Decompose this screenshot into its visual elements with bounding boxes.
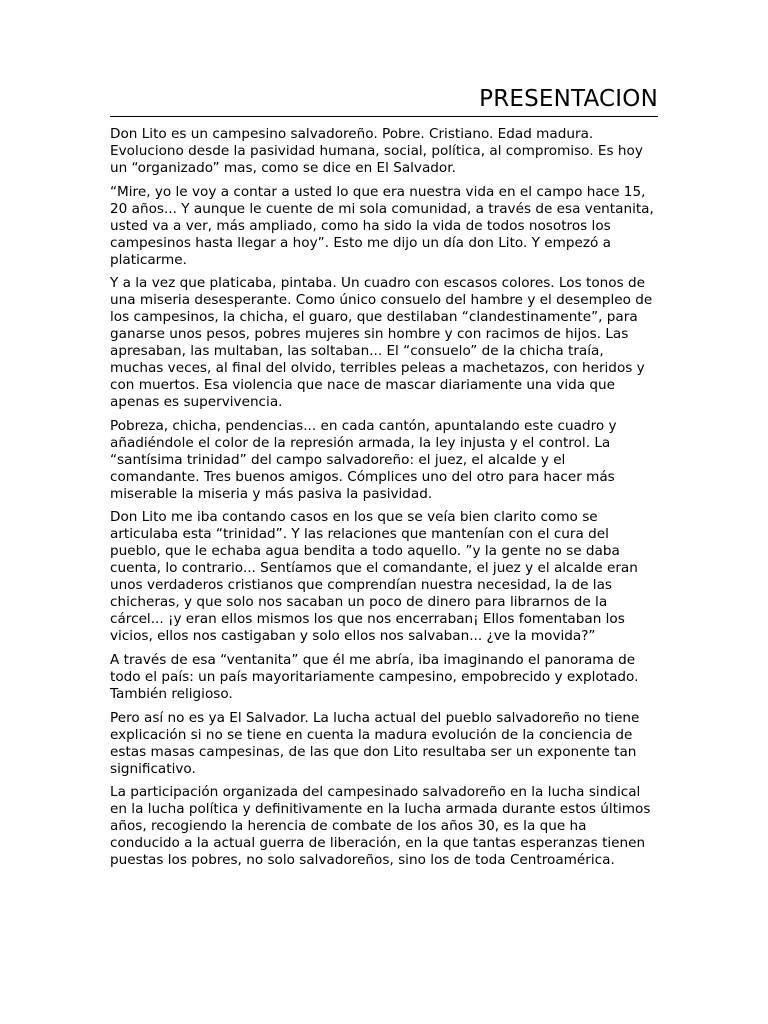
paragraph-7: Pero así no es ya El Salvador. La lucha actual del pueblo salvadoreño no tiene explicación si no se tiene en cuenta la madura evolución de la conciencia de estas masas campesinas, de las que don Lito resultaba ser un exponente tan significativo. [110, 709, 640, 777]
paragraph-8: La participación organizada del campesinado salvadoreño en la lucha sindical en la lucha política y definitivamente en la lucha armada durante estos últimos años, recogiendo la herencia de combate de los años 30, es la que ha conducido a la actual guerra de liberación, en la que tantas esperanzas tienen puestas los pobres, no solo salvadoreños, sino los de toda Centroamérica. [110, 784, 651, 869]
page-title: PRESENTACION [479, 86, 658, 112]
paragraph-4: Pobreza, chicha, pendencias... en cada cantón, apuntalando este cuadro y añadiéndole el color de la represión armada, la ley injusta y el control. La “santísima trinidad” del campo salvadoreño: el juez, el alcalde y el comandante. Tres buenos amigos. Cómplices uno del otro para hacer más miserable la miseria y más pasiva la pasividad. [110, 417, 617, 502]
paragraph-5: Don Lito me iba contando casos en los que se veía bien clarito como se articulaba esta “trinidad”. Y las relaciones que mantenían con el cura del pueblo, que le echaba agua bendita a todo aquello. ”y la gente no se daba cuenta, lo contrario... Sentíamos que el comandante, el juez y el alcalde eran unos verdaderos cristianos que comprendían nuestra necesidad, la de las chicheras, y que solo nos sacaban un poco de dinero para librarnos de la cárcel... ¡y eran ellos mismos los que nos encerraban¡ Ellos fomentaban los vicios, ellos nos castigaban y solo ellos nos salvaban... ¿ve la movida?” [110, 509, 638, 645]
paragraph-2: “Mire, yo le voy a contar a usted lo que era nuestra vida en el campo hace 15, 20 años... Y aunque le cuente de mi sola comunidad, a través de esa ventanita, usted va a ver, más ampliado, como ha sido la vida de todos nosotros los campesinos hasta llegar a hoy”. Esto me dijo un día don Lito. Y empezó a platicarme. [110, 183, 654, 268]
document-page [110, 84, 658, 876]
title-rule [110, 116, 658, 117]
paragraph-3: Y a la vez que platicaba, pintaba. Un cuadro con escasos colores. Los tonos de una miseria desesperante. Como único consuelo del hambre y el desempleo de los campesinos, la chicha, el guaro, que destilaban “clandestinamente”, para ganarse unos pesos, pobres mujeres sin hombre y con racimos de hijos. Las apresaban, las multaban, las soltaban... El “consuelo” de la chicha traía, muchas veces, al final del olvido, terribles peleas a machetazos, con heridos y con muertos. Esa violencia que nace de mascar diariamente una vida que apenas es supervivencia. [110, 275, 653, 411]
paragraph-6: A través de esa “ventanita” que él me abría, iba imaginando el panorama de todo el país: un país mayoritariamente campesino, empobrecido y explotado. También religioso. [110, 651, 639, 702]
paragraph-1: Don Lito es un campesino salvadoreño. Pobre. Cristiano. Edad madura. Evoluciono desde la pasividad humana, social, política, al compromiso. Es hoy un “organizado” mas, como se dice en El Salvador. [110, 126, 643, 176]
